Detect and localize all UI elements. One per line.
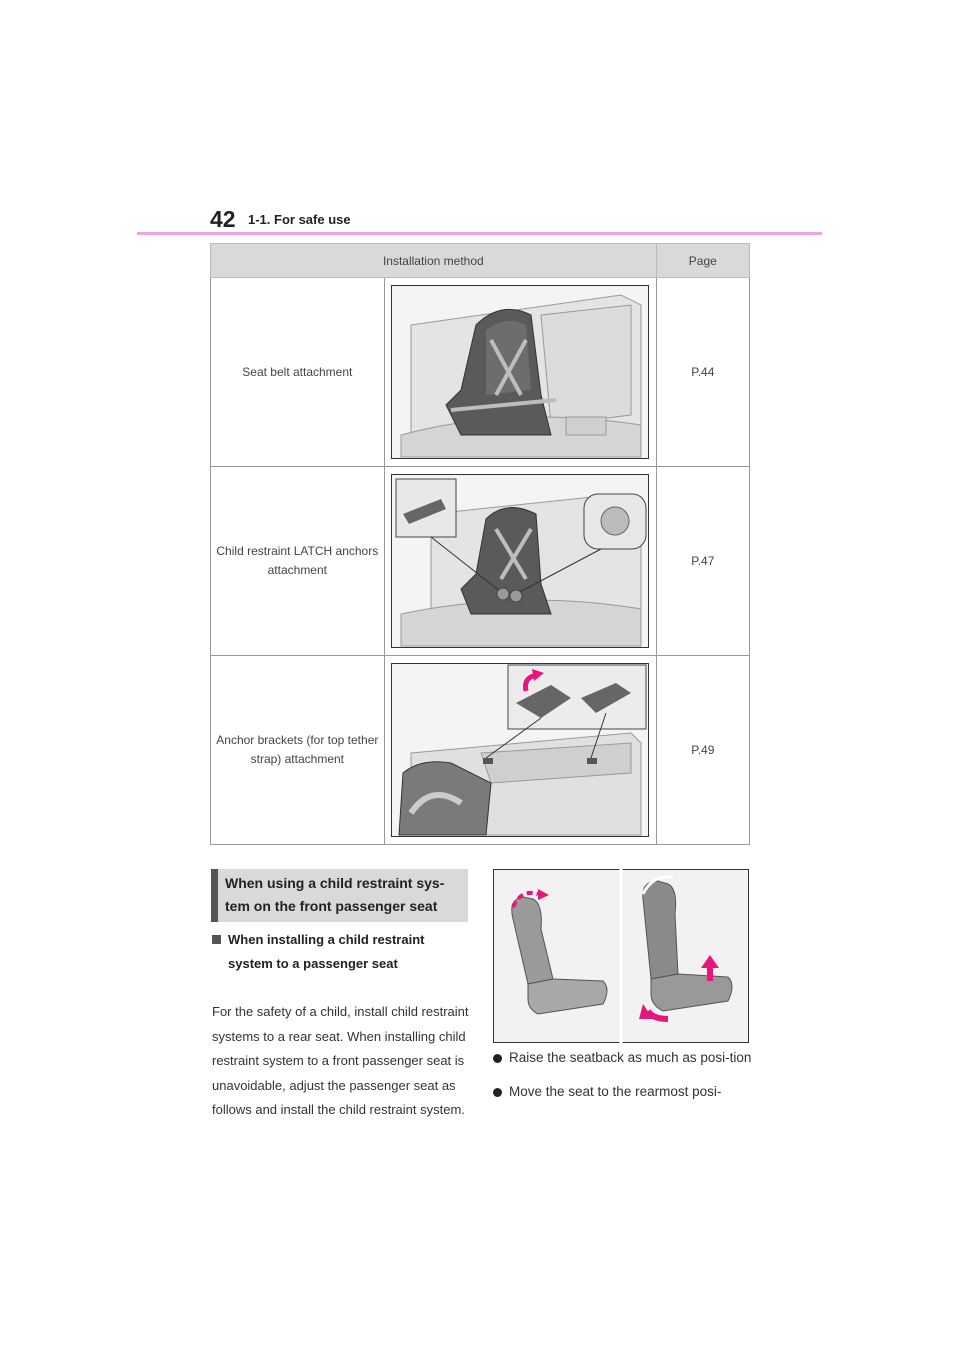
subheading-text: When installing a child restraint system to a passenger seat	[228, 932, 425, 971]
figure-cell	[384, 467, 656, 656]
bullet-icon	[493, 1054, 502, 1063]
method-cell: Child restraint LATCH anchors attachment	[211, 467, 385, 656]
page-cell: P.49	[656, 656, 749, 845]
adjustment-steps-list	[493, 1046, 755, 1114]
heading-bar	[211, 869, 218, 922]
column-header-method: Installation method	[211, 244, 657, 278]
page-number: 42	[210, 206, 236, 232]
square-bullet-icon	[212, 935, 221, 944]
top-tether-anchor-illustration	[391, 663, 649, 837]
body-paragraph: For the safety of a child, install child restraint systems to a rear seat. When installing child restraint system to a front passenger seat is unavoidable, adjust the passenger seat as follows and install the child restraint system.	[212, 1004, 469, 1117]
method-cell: Anchor brackets (for top tether strap) attachment	[211, 656, 385, 845]
figure-cell	[384, 656, 656, 845]
table-row	[211, 278, 750, 467]
list-item	[493, 1046, 755, 1070]
header-rule	[137, 232, 822, 235]
table-row	[211, 656, 750, 845]
page-cell: P.47	[656, 467, 749, 656]
column-header-page: Page	[656, 244, 749, 278]
section-title: 1-1. For safe use	[248, 212, 351, 227]
list-item-text: Move the seat to the rearmost posi-	[509, 1084, 722, 1099]
page-cell: P.44	[656, 278, 749, 467]
list-item-text: Raise the seatback as much as posi-tion	[509, 1050, 752, 1065]
bullet-icon	[493, 1088, 502, 1097]
passenger-seat-adjustment-illustration	[493, 869, 749, 1043]
front-seat-heading: When using a child restraint sys-tem on the front passenger seat	[225, 875, 445, 914]
table-header-row	[211, 244, 750, 278]
table-row	[211, 467, 750, 656]
subheading	[212, 928, 462, 976]
list-item	[493, 1080, 755, 1104]
figure-cell	[384, 278, 656, 467]
method-cell: Seat belt attachment	[211, 278, 385, 467]
front-seat-heading-box	[211, 869, 468, 922]
installation-methods-table	[210, 243, 750, 845]
latch-anchors-illustration	[391, 474, 649, 648]
seat-belt-attachment-illustration	[391, 285, 649, 459]
